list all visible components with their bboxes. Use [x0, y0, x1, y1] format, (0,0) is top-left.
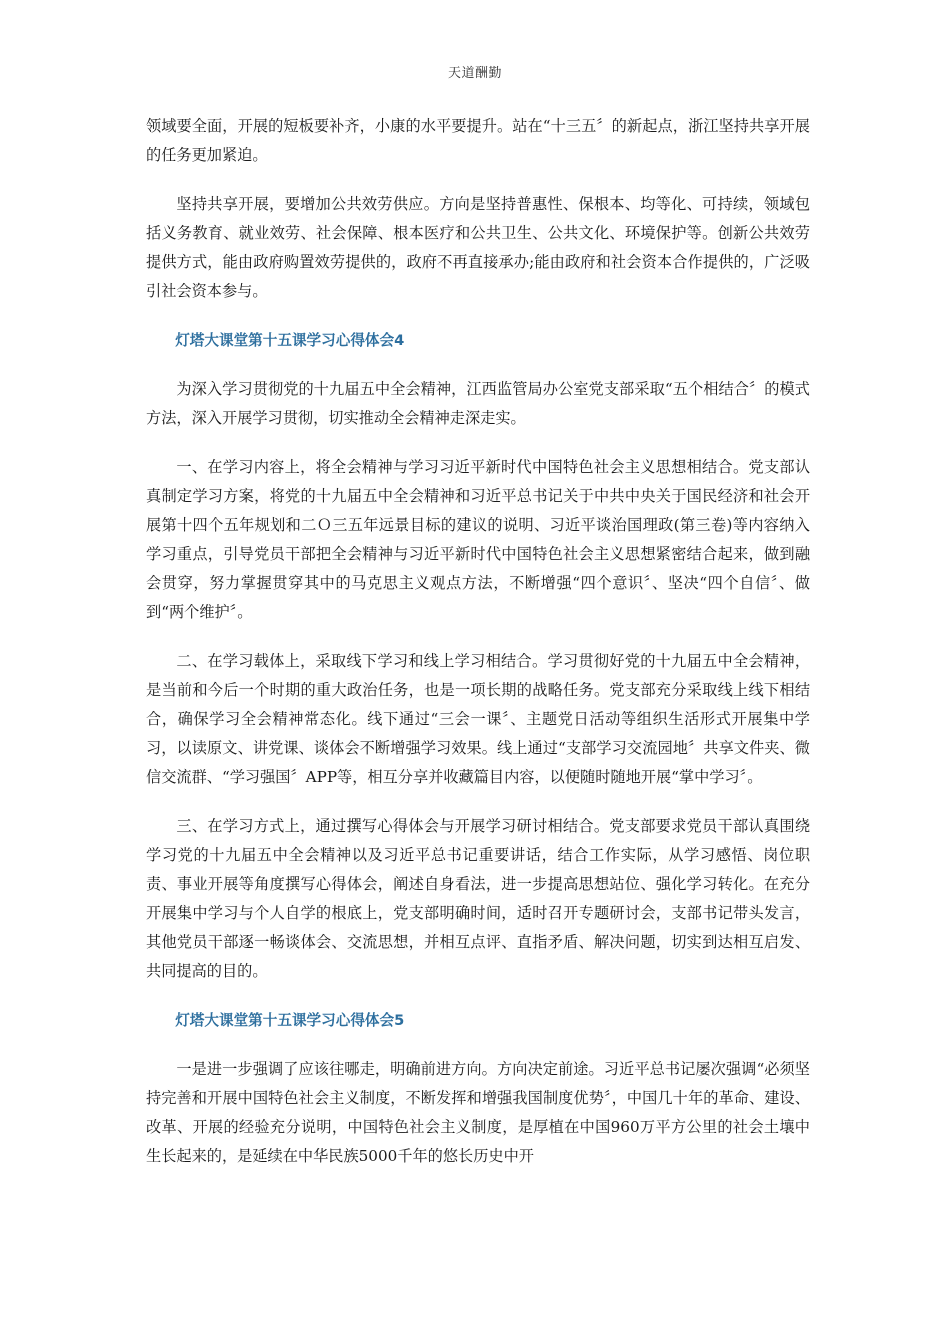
section-heading: 灯塔大课堂第十五课学习心得体会5 [175, 1012, 405, 1029]
paragraph: 一是进一步强调了应该往哪走，明确前进方向。方向决定前途。习近平总书记屡次强调“必须坚持完善和开展中国特色社会主义制度，不断发挥和增强我国制度优势〞，中国几十年的革命、建设、改革、开展的经验充分说明，中国特色社会主义制度，是厚植在中国960万平方公里的社会土壤中生长起来的，是延续在中华民族5000千年的悠长历史中开 [146, 1060, 810, 1165]
paragraph: 三、在学习方式上，通过撰写心得体会与开展学习研讨相结合。党支部要求党员干部认真围绕学习党的十九届五中全会精神以及习近平总书记重要讲话，结合工作实际，从学习感悟、岗位职责、事业开展等角度撰写心得体会，阐述自身看法，进一步提高思想站位、强化学习转化。在充分开展集中学习与个人自学的根底上，党支部明确时间，适时召开专题研讨会，支部书记带头发言，其他党员干部逐一畅谈体会、交流思想，并相互点评、直指矛盾、解决问题，切实到达相互启发、共同提高的目的。 [146, 817, 810, 980]
paragraph: 二、在学习载体上，采取线下学习和线上学习相结合。学习贯彻好党的十九届五中全会精神，是当前和今后一个时期的重大政治任务，也是一项长期的战略任务。党支部充分采取线上线下相结合，确保学习全会精神常态化。线下通过“三会一课〞、主题党日活动等组织生活形式开展集中学习，以读原文、讲党课、谈体会不断增强学习效果。线上通过“支部学习交流园地〞共享文件夹、微信交流群、“学习强国〞APP等，相互分享并收藏篇目内容，以便随时随地开展“掌中学习〞。 [146, 652, 810, 786]
paragraph: 坚持共享开展，要增加公共效劳供应。方向是坚持普惠性、保根本、均等化、可持续，领域包括义务教育、就业效劳、社会保障、根本医疗和公共卫生、公共文化、环境保护等。创新公共效劳提供方式，能由政府购置效劳提供的，政府不再直接承办;能由政府和社会资本合作提供的，广泛吸引社会资本参与。 [146, 195, 810, 300]
document-body [146, 112, 810, 1191]
paragraph: 领域要全面，开展的短板要补齐，小康的水平要提升。站在“十三五〞的新起点，浙江坚持共享开展的任务更加紧迫。 [146, 117, 810, 164]
page-header: 天道酬勤 [447, 66, 502, 81]
paragraph: 为深入学习贯彻党的十九届五中全会精神，江西监管局办公室党支部采取“五个相结合〞的模式方法，深入开展学习贯彻，切实推动全会精神走深走实。 [146, 380, 810, 427]
section-heading: 灯塔大课堂第十五课学习心得体会4 [175, 332, 405, 349]
paragraph: 一、在学习内容上，将全会精神与学习习近平新时代中国特色社会主义思想相结合。党支部认真制定学习方案，将党的十九届五中全会精神和习近平总书记关于中共中央关于国民经济和社会开展第十四个五年规划和二Ｏ三五年远景目标的建议的说明、习近平谈治国理政(第三卷)等内容纳入学习重点，引导党员干部把全会精神与习近平新时代中国特色社会主义思想紧密结合起来，做到融会贯穿，努力掌握贯穿其中的马克思主义观点方法，不断增强“四个意识〞、坚决“四个自信〞、做到“两个维护〞。 [146, 458, 810, 621]
